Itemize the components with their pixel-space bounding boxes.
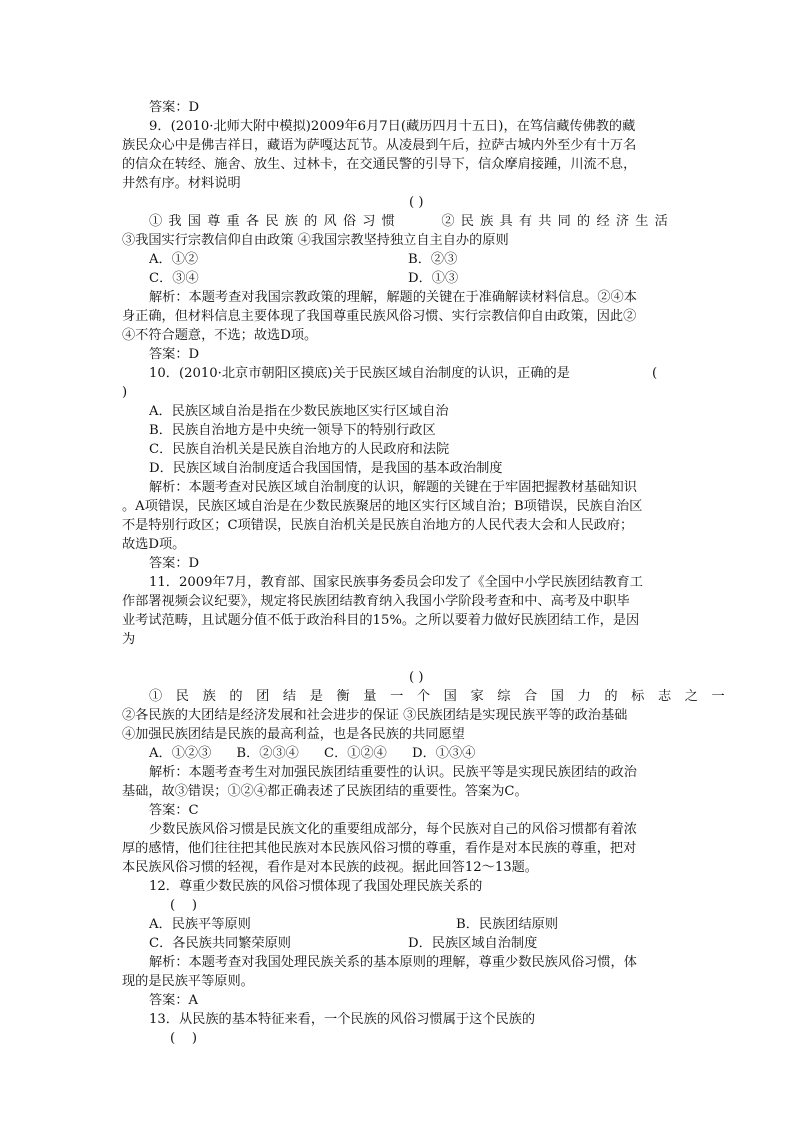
q9-answer-blank: ( ): [409, 195, 424, 210]
q12-analysis-line-2: 现的是民族平等原则。: [122, 974, 254, 989]
q11-analysis-line-2: 基础，故③错误；①②④都正确表述了民族团结的重要性。答案为C。: [122, 784, 528, 799]
q11-options-line-1: ①民族的团结是衡量一个国家综合国力的标志之一: [149, 689, 739, 704]
q11-options-line-3: ④加强民族团结是民族的最高利益，也是各民族的共同愿望: [122, 727, 465, 742]
q10-analysis-line-3: 不是特别行政区；C项错误，民族自治机关是民族自治地方的人民代表大会和人民政府；: [122, 518, 634, 533]
q9-stem-line-1: 9．(2010·北师大附中模拟)2009年6月7日(藏历四月十五日)，在笃信藏传佛教的藏: [149, 119, 636, 134]
q10-stem: 10．(2010·北京市朝阳区摸底)关于民族区域自治制度的认识，正确的是: [149, 366, 570, 381]
q11-answer-blank: ( ): [409, 670, 424, 685]
document-page: [122, 0, 739, 1123]
q10-option-c: C．民族自治机关是民族自治地方的人民政府和法院: [149, 442, 450, 457]
q9-stem-line-4: 井然有序。材料说明: [122, 176, 241, 191]
q9-stem-line-3: 的信众在转经、施舍、放生、过林卡，在交通民警的引导下，信众摩肩接踵，川流不息，: [122, 157, 637, 172]
q10-option-d: D．民族区域自治制度适合我国国情，是我国的基本政治制度: [149, 461, 503, 476]
q12-option-c: C．各民族共同繁荣原则: [149, 936, 291, 951]
q12-answer-blank: ( ): [170, 898, 198, 913]
q12-stem: 12．尊重少数民族的风俗习惯体现了我国处理民族关系的: [149, 879, 483, 894]
q10-option-b: B．民族自治地方是中央统一领导下的特别行政区: [149, 423, 436, 438]
q13-stem: 13．从民族的基本特征来看，一个民族的风俗习惯属于这个民族的: [149, 1012, 536, 1027]
material-line-3: 本民族风俗习惯的轻视，看作是对本民族的歧视。据此回答12～13题。: [122, 860, 538, 875]
q11-stem-line-1: 11．2009年7月，教育部、国家民族事务委员会印发了《全国中小学民族团结教育工: [149, 575, 643, 590]
q11-stem-line-4: 为: [122, 632, 136, 647]
q12-option-d: D．民族区域自治制度: [408, 936, 538, 951]
q12-analysis-line-1: 解析：本题考查对我国处理民族关系的基本原则的理解，尊重少数民族风俗习惯，体: [149, 955, 637, 970]
q9-stem-line-2: 族民众心中是佛吉祥日，藏语为萨嘎达瓦节。从凌晨到午后，拉萨古城内外至少有十万名: [122, 138, 637, 153]
q10-paren-open: (: [652, 366, 658, 381]
q9-option-1: ①我国尊重各民族的风俗习惯: [149, 214, 402, 229]
q12-answer: 答案：A: [149, 993, 199, 1008]
q8-answer: 答案：D: [149, 100, 200, 115]
q9-choice-b: B．②③: [408, 252, 458, 267]
q12-option-b: B．民族团结原则: [456, 917, 559, 932]
q9-choice-d: D．①③: [408, 271, 459, 286]
q11-stem-line-2: 作部署视频会议纪要》，规定将民族团结教育纳入我国小学阶段考查和中、高考及中职毕: [122, 594, 630, 609]
q10-answer: 答案：D: [149, 556, 200, 571]
q11-options-line-2: ②各民族的大团结是经济发展和社会进步的保证 ③民族团结是实现民族平等的政治基础: [122, 708, 628, 723]
q9-option-2: ②民族具有共同的经济生活: [441, 214, 674, 229]
q11-answer: 答案：C: [149, 803, 199, 818]
q11-choices: A．①②③ B．②③④ C．①②④ D．①③④: [149, 746, 476, 761]
q9-choice-c: C．③④: [149, 271, 199, 286]
q10-analysis-line-2: 。A项错误，民族区域自治是在少数民族聚居的地区实行区域自治；B项错误，民族自治区: [122, 499, 643, 514]
q9-analysis-line-1: 解析：本题考查对我国宗教政策的理解，解题的关键在于准确解读材料信息。②④本: [149, 290, 637, 305]
q10-paren-close: ): [122, 385, 128, 400]
q10-analysis-line-4: 故选D项。: [122, 537, 186, 552]
q9-analysis-line-3: ④不符合题意，不选；故选D项。: [122, 328, 318, 343]
q11-analysis-line-1: 解析：本题考查考生对加强民族团结重要性的认识。民族平等是实现民族团结的政治: [149, 765, 637, 780]
q9-analysis-line-2: 身正确，但材料信息主要体现了我国尊重民族风俗习惯、实行宗教信仰自由政策，因此②: [122, 309, 637, 324]
material-line-1: 少数民族风俗习惯是民族文化的重要组成部分，每个民族对自己的风俗习惯都有着浓: [149, 822, 637, 837]
material-line-2: 厚的感情，他们往往把其他民族对本民族风俗习惯的尊重，看作是对本民族的尊重，把对: [122, 841, 637, 856]
q10-analysis-line-1: 解析：本题考查对民族区域自治制度的认识，解题的关键在于牢固把握教材基础知识: [149, 480, 637, 495]
q11-stem-line-3: 业考试范畴，且试题分值不低于政治科目的15%。之所以要着力做好民族团结工作，是因: [122, 613, 640, 628]
q9-options-line-1: [149, 212, 674, 231]
q10-option-a: A．民族区域自治是指在少数民族地区实行区域自治: [149, 404, 449, 419]
q9-options-line-2: ③我国实行宗教信仰自由政策 ④我国宗教坚持独立自主自办的原则: [122, 233, 509, 248]
q9-answer: 答案：D: [149, 347, 200, 362]
q12-option-a: A．民族平等原则: [149, 917, 251, 932]
q13-answer-blank: ( ): [170, 1031, 198, 1046]
q9-choice-a: A．①②: [149, 252, 199, 267]
